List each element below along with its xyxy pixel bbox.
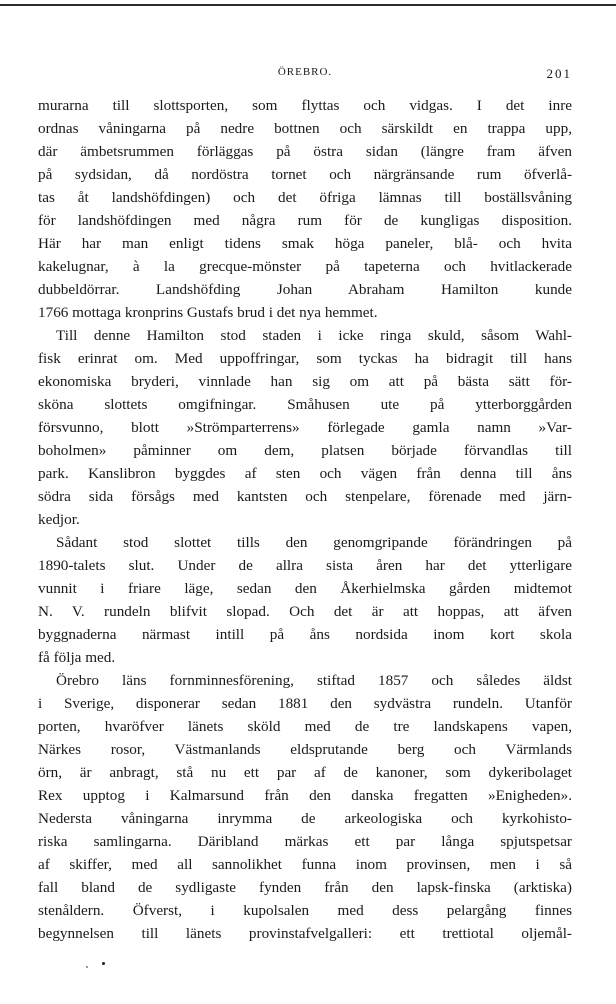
text-line: porten, hvaröfver länets sköld med de tre landskapens vapen, xyxy=(38,718,572,735)
top-rule xyxy=(0,4,616,6)
text-line: få följa med. xyxy=(38,649,116,666)
text-line: ekonomiska bryderi, vinnlade han sig om att på bästa sätt för- xyxy=(38,373,572,390)
text-line: försvunno, blott »Strömparterrens» förlegade gamla namn »Var- xyxy=(38,419,572,436)
text-line: byggnaderna närmast intill på åns nordsida inom kort skola xyxy=(38,626,572,643)
text-line: vunnit i friare läge, sedan den Åkerhielmska gården midtemot xyxy=(38,580,572,597)
text-line: Nedersta våningarna inrymma de arkeologiska och kyrkohisto- xyxy=(38,810,572,827)
text-line: där ämbetsrummen förläggas på östra sidan (längre fram äfven xyxy=(38,143,572,160)
text-line: kakelugnar, à la grecque-mönster på tapeterna och hvitlackerade xyxy=(38,258,572,275)
page-number: 201 xyxy=(546,66,572,81)
text-line: i Sverige, disponerar sedan 1881 den sydvästra rundeln. Utanför xyxy=(38,695,572,712)
text-line: stenåldern. Öfverst, i kupolsalen med dess pelargång finnes xyxy=(38,902,572,919)
text-line: fisk erinrat om. Med uppoffringar, som tyckas ha bidragit till hans xyxy=(38,350,572,367)
text-line: Sådant stod slottet tills den genomgripande förändringen på xyxy=(56,534,572,551)
text-line: N. V. rundeln blifvit slopad. Och det är att hoppas, att äfven xyxy=(38,603,572,620)
text-line: södra sida försågs med kantsten och stenpelare, förenade med järn- xyxy=(38,488,572,505)
text-line: 1890-talets slut. Under de allra sista åren har det ytterligare xyxy=(38,557,572,574)
text-line: örn, är anbragt, stå nu ett par af de kanoner, som dykeribolaget xyxy=(38,764,572,781)
text-line: tas åt landshöfdingen) och det öfriga lämnas till boställsvåning xyxy=(38,189,572,206)
scan-speck xyxy=(102,962,105,965)
text-line: Närkes rosor, Västmanlands eldsprutande berg och Värmlands xyxy=(38,741,572,758)
text-line: boholmen» påminner om dem, platsen började förvandlas till xyxy=(38,442,572,459)
running-title: ÖREBRO. xyxy=(277,66,333,78)
text-line: ordnas våningarna på nedre bottnen och särskildt en trappa upp, xyxy=(38,120,572,137)
text-line: Här har man enligt tidens smak höga paneler, blå- och hvita xyxy=(38,235,572,252)
text-line: Rex upptog i Kalmarsund från den danska fregatten »Enigheden». xyxy=(38,787,572,804)
text-line: af skiffer, med all sannolikhet funna inom provinsen, men i så xyxy=(38,856,572,873)
text-line: park. Kanslibron byggdes af sten och vägen från denna till åns xyxy=(38,465,572,482)
text-line: för landshöfdingen med några rum för de kungligas disposition. xyxy=(38,212,572,229)
text-line: fall bland de sydligaste fynden från den lapsk-finska (arktiska) xyxy=(38,879,572,896)
text-line: dubbeldörrar. Landshöfding Johan Abraham Hamilton kunde xyxy=(38,281,572,298)
text-line: på sydsidan, då nordöstra tornet och närgränsande rum öfverlå- xyxy=(38,166,572,183)
running-head xyxy=(38,66,572,82)
body-text xyxy=(38,94,572,945)
text-line: Till denne Hamilton stod staden i icke ringa skuld, såsom Wahl- xyxy=(56,327,572,344)
text-line: begynnelsen till länets provinstafvelgalleri: ett trettiotal oljemål- xyxy=(38,925,572,942)
text-line: murarna till slottsporten, som flyttas och vidgas. I det inre xyxy=(38,97,572,114)
text-line: Örebro läns fornminnesförening, stiftad 1857 och således äldst xyxy=(56,672,572,689)
text-line: kedjor. xyxy=(38,511,80,528)
text-line: 1766 mottaga kronprins Gustafs brud i det nya hemmet. xyxy=(38,304,378,321)
text-line: sköna slottets omgifningar. Småhusen ute på ytterborggården xyxy=(38,396,572,413)
text-line: riska samlingarna. Däribland märkas ett par långa spjutspetsar xyxy=(38,833,572,850)
scan-speck xyxy=(86,966,88,968)
